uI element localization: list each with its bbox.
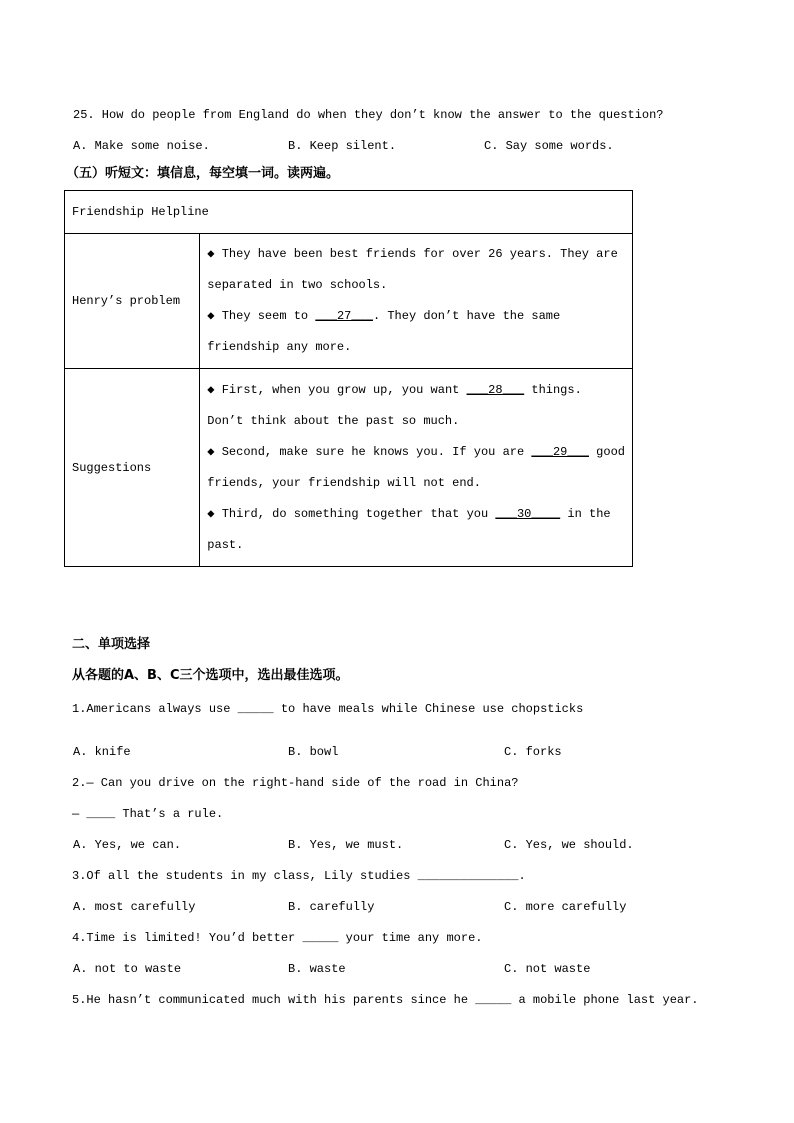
table-line <box>207 301 625 332</box>
question-text: — ____ That’s a rule. <box>72 807 224 821</box>
option-c: C. forks <box>504 745 562 759</box>
line-text: ◆ First, when you grow up, you want <box>207 382 467 397</box>
table-line <box>207 239 625 270</box>
option-b: B. waste <box>288 962 346 976</box>
section-2-instruction: 从各题的A、B、C三个选项中，选出最佳选项。 <box>72 668 349 683</box>
option-c: C. Say some words. <box>484 139 614 153</box>
table-line <box>207 530 625 561</box>
line-text: . They don’t have the same <box>372 309 561 323</box>
row-label: Henry’s problem <box>65 234 200 369</box>
line-text: ◆ Third, do something together that you <box>207 506 496 521</box>
option-a: A. knife <box>73 745 131 759</box>
table-line <box>207 332 625 363</box>
line-text: ◆ They seem to <box>207 309 316 323</box>
answer-blank: ___30____ <box>495 506 561 521</box>
option-b: B. carefully <box>288 900 375 914</box>
answer-blank: ___29___ <box>531 444 589 459</box>
question-text: 3.Of all the students in my class, Lily studies ______________. <box>72 869 526 883</box>
table-line <box>207 468 625 499</box>
line-text: friends, your friendship will not end. <box>207 475 481 490</box>
row-content <box>200 234 633 369</box>
row-label: Suggestions <box>65 369 200 567</box>
table-line <box>207 437 625 468</box>
question-25: 25. How do people from England do when they don’t know the answer to the question? <box>73 108 664 122</box>
option-c: C. Yes, we should. <box>504 838 634 852</box>
line-text: ◆ They have been best friends for over 26 years. They are <box>207 247 618 261</box>
question-text: 4.Time is limited! You’d better _____ your time any more. <box>72 931 483 945</box>
table-line <box>207 270 625 301</box>
option-a: A. Make some noise. <box>73 139 210 153</box>
option-c: C. more carefully <box>504 900 627 914</box>
answer-blank: ___27___ <box>315 309 373 323</box>
question-text: 5.He hasn’t communicated much with his parents since he _____ a mobile phone last year. <box>72 993 699 1007</box>
line-text: things. <box>524 382 582 397</box>
section-heading: （五）听短文：填信息，每空填一词。读两遍。 <box>66 166 340 181</box>
table-title: Friendship Helpline <box>65 191 633 234</box>
line-text: separated in two schools. <box>207 278 388 292</box>
option-a: A. most carefully <box>73 900 196 914</box>
friendship-helpline-table <box>64 190 633 567</box>
option-c: C. not waste <box>504 962 591 976</box>
option-a: A. not to waste <box>73 962 182 976</box>
line-text: in the <box>560 506 611 521</box>
line-text: ◆ Second, make sure he knows you. If you are <box>207 444 532 459</box>
option-b: B. Keep silent. <box>288 139 397 153</box>
question-text: 2.— Can you drive on the right-hand side of the road in China? <box>72 776 519 790</box>
answer-blank: ___28___ <box>466 382 525 397</box>
row-content <box>200 369 633 567</box>
question-text: 1.Americans always use _____ to have meals while Chinese use chopsticks <box>72 702 584 716</box>
table-line <box>207 406 625 437</box>
line-text: past. <box>207 537 244 552</box>
line-text: Don’t think about the past so much. <box>207 413 460 428</box>
option-a: A. Yes, we can. <box>73 838 182 852</box>
section-2-heading: 二、单项选择 <box>72 637 151 652</box>
option-b: B. bowl <box>288 745 339 759</box>
line-text: friendship any more. <box>207 340 352 354</box>
option-b: B. Yes, we must. <box>288 838 404 852</box>
line-text: good <box>588 444 625 459</box>
table-line <box>207 499 625 530</box>
table-line <box>207 375 625 406</box>
